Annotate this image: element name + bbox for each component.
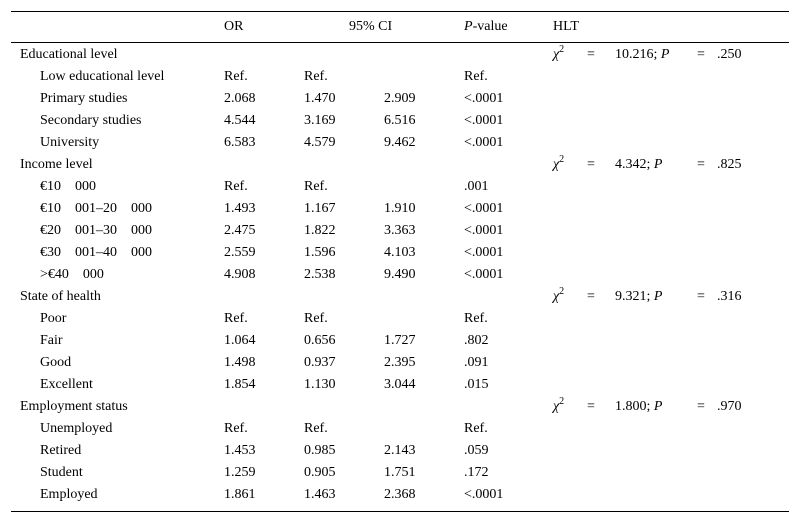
hlt-value: 4.342; bbox=[615, 157, 651, 172]
header-ci: 95% CI bbox=[349, 19, 393, 34]
ci-upper: 2.143 bbox=[384, 443, 416, 458]
ci-lower: Ref. bbox=[304, 421, 328, 436]
ci-upper: 4.103 bbox=[384, 245, 416, 260]
or-value: 1.064 bbox=[224, 333, 256, 348]
table-row bbox=[11, 484, 789, 506]
header-pvalue bbox=[464, 12, 508, 42]
hlt-chi-symbol: χ bbox=[553, 399, 560, 414]
p-value: .091 bbox=[464, 355, 489, 370]
hlt-p-value: .970 bbox=[717, 399, 742, 414]
table-row bbox=[11, 66, 789, 88]
row-label: €20 001–30 000 bbox=[40, 223, 152, 238]
row-label: €10 001–20 000 bbox=[40, 201, 152, 216]
hlt-chi-symbol: χ bbox=[553, 157, 560, 172]
hlt-chi-square bbox=[553, 44, 564, 66]
row-label: Unemployed bbox=[40, 421, 113, 436]
ci-lower: 1.463 bbox=[304, 487, 336, 502]
ci-upper: 9.462 bbox=[384, 135, 416, 150]
or-value: Ref. bbox=[224, 69, 248, 84]
p-value: .001 bbox=[464, 179, 489, 194]
table-row bbox=[11, 352, 789, 374]
row-label: €10 000 bbox=[40, 179, 96, 194]
table-row bbox=[11, 176, 789, 198]
row-label: Secondary studies bbox=[40, 113, 142, 128]
hlt-chi-square bbox=[553, 396, 564, 418]
ci-upper: 1.751 bbox=[384, 465, 416, 480]
or-value: Ref. bbox=[224, 421, 248, 436]
section-label: Income level bbox=[20, 157, 93, 172]
header-hlt: HLT bbox=[553, 19, 579, 34]
table-row bbox=[11, 88, 789, 110]
table-row bbox=[11, 264, 789, 286]
p-value: .015 bbox=[464, 377, 489, 392]
hlt-chi-symbol: χ bbox=[553, 289, 560, 304]
hlt-value: 9.321; bbox=[615, 289, 651, 304]
section-row bbox=[11, 44, 789, 66]
p-value: <.0001 bbox=[464, 135, 504, 150]
hlt-equals: = bbox=[587, 399, 595, 414]
hlt-chi-superscript: 2 bbox=[559, 286, 565, 297]
hlt-statistic bbox=[615, 154, 662, 176]
row-label: >€40 000 bbox=[40, 267, 104, 282]
hlt-p-italic: P bbox=[653, 399, 663, 414]
p-value: .802 bbox=[464, 333, 489, 348]
table-row bbox=[11, 220, 789, 242]
hlt-p-equals: = bbox=[697, 289, 705, 304]
hlt-p-value: .250 bbox=[717, 47, 742, 62]
hlt-equals: = bbox=[587, 157, 595, 172]
p-value: <.0001 bbox=[464, 245, 504, 260]
table-row bbox=[11, 308, 789, 330]
p-value: <.0001 bbox=[464, 91, 504, 106]
hlt-value: 10.216; bbox=[615, 47, 658, 62]
row-label: Poor bbox=[40, 311, 67, 326]
hlt-value: 1.800; bbox=[615, 399, 651, 414]
ci-lower: Ref. bbox=[304, 69, 328, 84]
or-value: 1.453 bbox=[224, 443, 256, 458]
ci-upper: 6.516 bbox=[384, 113, 416, 128]
ci-upper: 3.363 bbox=[384, 223, 416, 238]
or-value: 1.493 bbox=[224, 201, 256, 216]
p-value: <.0001 bbox=[464, 267, 504, 282]
table-row bbox=[11, 418, 789, 440]
or-value: 1.854 bbox=[224, 377, 256, 392]
row-label: University bbox=[40, 135, 100, 150]
ci-upper: 1.727 bbox=[384, 333, 416, 348]
ci-lower: 1.470 bbox=[304, 91, 336, 106]
row-label: Low educational level bbox=[40, 69, 165, 84]
hlt-equals: = bbox=[587, 47, 595, 62]
or-value: 2.559 bbox=[224, 245, 256, 260]
table-row bbox=[11, 110, 789, 132]
hlt-chi-square bbox=[553, 286, 564, 308]
table-body bbox=[11, 43, 789, 511]
hlt-chi-superscript: 2 bbox=[559, 154, 565, 165]
p-value: Ref. bbox=[464, 421, 488, 436]
ci-lower: 4.579 bbox=[304, 135, 336, 150]
ci-upper: 2.368 bbox=[384, 487, 416, 502]
ci-lower: Ref. bbox=[304, 311, 328, 326]
table-row bbox=[11, 132, 789, 154]
table-row bbox=[11, 198, 789, 220]
table-row bbox=[11, 242, 789, 264]
p-value: Ref. bbox=[464, 311, 488, 326]
or-value: 1.498 bbox=[224, 355, 256, 370]
or-value: 1.861 bbox=[224, 487, 256, 502]
ci-lower: 1.822 bbox=[304, 223, 336, 238]
hlt-p-italic: P bbox=[653, 157, 663, 172]
table-row bbox=[11, 440, 789, 462]
table-bottom-rule bbox=[11, 511, 789, 512]
ci-upper: 2.395 bbox=[384, 355, 416, 370]
hlt-p-italic: P bbox=[660, 47, 670, 62]
ci-upper: 9.490 bbox=[384, 267, 416, 282]
hlt-p-equals: = bbox=[697, 157, 705, 172]
ci-lower: Ref. bbox=[304, 179, 328, 194]
row-label: Primary studies bbox=[40, 91, 128, 106]
p-value: <.0001 bbox=[464, 201, 504, 216]
results-table bbox=[11, 11, 789, 512]
or-value: 6.583 bbox=[224, 135, 256, 150]
header-p-italic: P bbox=[464, 19, 473, 34]
section-row bbox=[11, 154, 789, 176]
hlt-p-equals: = bbox=[697, 47, 705, 62]
or-value: 1.259 bbox=[224, 465, 256, 480]
or-value: 2.475 bbox=[224, 223, 256, 238]
table-row bbox=[11, 330, 789, 352]
section-label: State of health bbox=[20, 289, 101, 304]
or-value: Ref. bbox=[224, 179, 248, 194]
hlt-chi-square bbox=[553, 154, 564, 176]
row-label: Retired bbox=[40, 443, 82, 458]
hlt-statistic bbox=[615, 396, 662, 418]
row-label: Excellent bbox=[40, 377, 93, 392]
table-header-row bbox=[11, 12, 789, 42]
hlt-equals: = bbox=[587, 289, 595, 304]
hlt-statistic bbox=[615, 286, 662, 308]
ci-lower: 1.130 bbox=[304, 377, 336, 392]
section-row bbox=[11, 286, 789, 308]
section-label: Educational level bbox=[20, 47, 118, 62]
ci-lower: 1.167 bbox=[304, 201, 336, 216]
ci-lower: 0.937 bbox=[304, 355, 336, 370]
ci-lower: 2.538 bbox=[304, 267, 336, 282]
or-value: 4.908 bbox=[224, 267, 256, 282]
hlt-p-italic: P bbox=[653, 289, 663, 304]
ci-lower: 3.169 bbox=[304, 113, 336, 128]
row-label: Employed bbox=[40, 487, 98, 502]
row-label: €30 001–40 000 bbox=[40, 245, 152, 260]
table-row bbox=[11, 462, 789, 484]
ci-upper: 2.909 bbox=[384, 91, 416, 106]
hlt-p-value: .316 bbox=[717, 289, 742, 304]
hlt-p-equals: = bbox=[697, 399, 705, 414]
ci-lower: 0.656 bbox=[304, 333, 336, 348]
hlt-chi-symbol: χ bbox=[553, 47, 560, 62]
ci-lower: 0.905 bbox=[304, 465, 336, 480]
section-label: Employment status bbox=[20, 399, 128, 414]
p-value: .059 bbox=[464, 443, 489, 458]
hlt-chi-superscript: 2 bbox=[559, 44, 565, 55]
row-label: Good bbox=[40, 355, 72, 370]
ci-lower: 0.985 bbox=[304, 443, 336, 458]
row-label: Student bbox=[40, 465, 83, 480]
p-value: .172 bbox=[464, 465, 489, 480]
p-value: Ref. bbox=[464, 69, 488, 84]
ci-upper: 3.044 bbox=[384, 377, 416, 392]
hlt-p-value: .825 bbox=[717, 157, 742, 172]
or-value: Ref. bbox=[224, 311, 248, 326]
table-row bbox=[11, 374, 789, 396]
p-value: <.0001 bbox=[464, 113, 504, 128]
header-or: OR bbox=[224, 19, 244, 34]
header-p-rest: -value bbox=[472, 19, 508, 34]
hlt-statistic bbox=[615, 44, 669, 66]
or-value: 2.068 bbox=[224, 91, 256, 106]
hlt-chi-superscript: 2 bbox=[559, 396, 565, 407]
p-value: <.0001 bbox=[464, 223, 504, 238]
row-label: Fair bbox=[40, 333, 63, 348]
ci-lower: 1.596 bbox=[304, 245, 336, 260]
section-row bbox=[11, 396, 789, 418]
p-value: <.0001 bbox=[464, 487, 504, 502]
ci-upper: 1.910 bbox=[384, 201, 416, 216]
or-value: 4.544 bbox=[224, 113, 256, 128]
